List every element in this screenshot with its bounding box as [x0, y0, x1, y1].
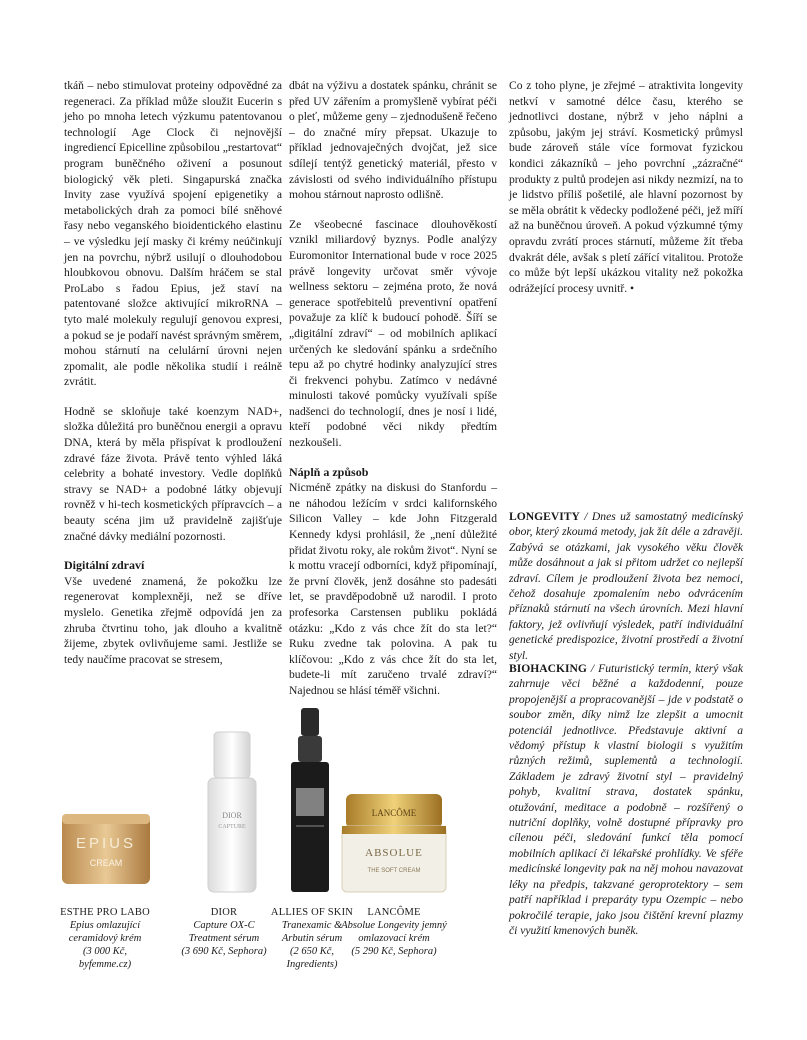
product-caption [59, 906, 151, 971]
product-brand: ESTHE PRO LABO [60, 907, 150, 918]
paragraph: Vše uvedené znamená, že pokožku lze regenerovat komplexněji, než se dříve myslelo. Genetika zřejmě odpovídá jen za zhruba čtvrtinu toho, jak dlouho a kvalitně žijeme, zbytek ovlivňujeme sami. Jestliže se tedy naučíme pracovat se stresem, [64, 574, 282, 666]
glossary-biohacking [509, 661, 743, 938]
jar-label: LANCÔME [371, 808, 417, 818]
paragraph: Nicméně zpátky na diskusi do Stanfordu – ne náhodou ležícím v srdci kalifornského Silicon Valley – kde John Fitzgerald Kennedy kdysi prohlásil, že „není důležité přidat životu roky, ale rokům život“. Nyní se k mottu vracejí odborníci, když připomínají, že první člověk, jenž dosáhne sto padesáti let, se pravděpodobně už narodil. I proto profesorka Carstensen publiku pokládá otázku: „Kdo z vás chce žít do sta let?“ Ruku zvedne tak polovina. A pak tu klíčovou: „Kdo z vás chce žít do sta let, budete-li mít zaručeno trvalé zdraví?“ Najednou se hlásí téměř všichni. [289, 481, 497, 697]
lancome-absolue-cream-jar-image [338, 790, 450, 898]
bottle-label: DIOR [222, 811, 242, 820]
glossary-definition: / Dnes už samostatný medicínský obor, který zkoumá metody, jak žít déle a zdravěji. Zabývá se otázkami, jak vysokého věku člověk může dosáhnout a jak si přitom udržet co nejlepší zdraví. Cílem je prodloužení života bez nemoci, čehož dosahuje zpomalením nebo odvrácením příznaků stárnutí na všech úrovních. Mezi hlavní faktory, jež ovlivňují výsledek, patří individuální genetické predispozice, životní prostředí a životní styl. [509, 510, 743, 662]
paragraph: dbát na výživu a dostatek spánku, chránit se před UV zářením a promyšleně vybírat péči o pleť, můžeme geny – zjednodušeně řečeno – do značné míry přepsat. Ukazuje to příklad jednovaječných dvojčat, jež sice sdílejí tentýž genetický materiál, přesto v závislosti od svého individuálního přístupu mohou stárnout naprosto odlišně. [289, 79, 497, 202]
glossary-definition: / Futuristický termín, který však zahrnuje věci běžné a každodenní, pouze propojenější a propracovanější – jde v podstatě o soubor změn, díky nimž lze zlepšit a umocnit potenciál jednotlivce. Představuje aktivní a vědomý přístup k vlastní biologii s využitím různých režimů, suplementů a technologií. Základem je zdravý životní styl – pravidelný pohyb, kvalitní strava, dostatek spánku, otužování, meditace a podobně – rozšířený o nutriční doplňky, volně dostupné přípravky pro cílenou péči, sledování funkcí těla pomocí mobilních aplikací či lékařské prohlídky. Ve sféře medicínské longevity pak na něj mohou navazovat léky na předpis, takzvané geroprotektory – sem patří například i preparáty typu Ozempic – nebo pokročilé terapie, jako jsou čištění krevní plazmy či využití kmenových buněk. [509, 662, 743, 937]
section-heading: Náplň a způsob [289, 464, 369, 479]
jar-label: THE SOFT CREAM [367, 868, 421, 874]
product-price: (2 650 Kč, Ingredients) [286, 946, 338, 970]
product-brand: DIOR [210, 907, 238, 918]
product-name: Tranexamic & Arbutin sérum [281, 920, 343, 944]
paragraph: Co z toho plyne, je zřejmé – atraktivita longevity netkví v samotné délce času, kterého se jednotlivci dostane, nýbrž v jeho náplni a způsobu, jakým jej stráví. Kosmetický průmysl bude zároveň stále více formovat fyzickou kondici zákazníků – jeho povrchní „zázračné“ produkty z pultů prodejen asi nikdy nezmizí, na to je lidstvo příliš pošetilé, ale hlavní pozornost by se měla obrátit k vědecky podložené péči, jež míří až na buněčnou úroveň. A pokud výzkumné týmy opravdu zvrátí proces stárnutí, můžeme žít třeba dvakrát déle, avšak s pletí zářící vitalitou. Protože co může být lepší ukázkou vitality než pokožka odrážející procesy uvnitř. • [509, 79, 743, 295]
section-heading: Digitální zdraví [64, 558, 145, 573]
product-name: Absolue Longevity jemný omlazovací krém [341, 920, 447, 944]
article-column-3 [509, 78, 743, 296]
product-caption [178, 906, 270, 958]
product-name: Capture OX-C Treatment sérum [188, 920, 260, 944]
product-name: Epius omlazující ceramidový krém [68, 920, 142, 944]
dior-serum-bottle-image [204, 730, 260, 896]
bottle-label: CAPTURE [218, 824, 246, 830]
paragraph: tkáň – nebo stimulovat proteiny odpovědné za regeneraci. Za příklad může sloužit Eucerin s jeho po mnoha letech výzkumu patentovanou technologií Age Clock či nejnovější ingrediencí Epicelline způsobilou „restartovat“ program buněčného oživení a posunout biologický věk pleti. Singapurská značka Invity zase využívá spojení epigenetiky a metabolických drah za pomoci bílé sněhové řasy nebo veganského bioidentického elastinu – ve výsledku její masky či krémy neúčinkují jen na povrchu, nýbrž usilují o dlouhodobou hloubkovou obnovu. Dalším hráčem se stal ProLabo s řadou Epius, jež staví na patentované složce aktivující mikroRNA – tyto malé molekuly regulují genovou expresi, a pokud se je podaří navést správným směrem, mohou stárnutí na celulární úrovni nejen zpomalit, ale podle několika studií i reálně zvrátit. [64, 79, 282, 389]
product-price: (3 690 Kč, Sephora) [181, 946, 267, 957]
paragraph: Ze všeobecné fascinace dlouhověkostí vznikl miliardový byznys. Podle analýzy Euromonitor International bude v roce 2025 právě longevity určovat směr vývoje wellness sektoru – zejména proto, že nová generace spotřebitelů preventivní opatření považuje za klíč k budoucí pohodě. Šíří se „digitální zdraví“ – od mobilních aplikací určených ke sledování spánku a srdečního tepu až po chytré hodinky analyzující stres či frekvenci pohybu. Zatímco v nedávné minulosti takové pomůcky využívali spíše nadšenci do technologií, dnes je nosí i lidé, kteří podobné věci nikdy předtím nezkoušeli. [289, 217, 497, 450]
jar-label: ABSOLUE [365, 847, 423, 859]
glossary-term: BIOHACKING [509, 662, 587, 675]
epius-cream-jar-image [58, 808, 154, 894]
article-column-1 [64, 78, 282, 667]
glossary-longevity [509, 509, 743, 663]
product-price: (5 290 Kč, Sephora) [351, 946, 437, 957]
article-column-2 [289, 78, 497, 699]
glossary-term: LONGEVITY [509, 510, 580, 523]
product-brand: ALLIES OF SKIN [270, 907, 354, 918]
paragraph: Hodně se skloňuje také koenzym NAD+, složka důležitá pro buněčnou energii a opravu DNA, která by měla přispívat k prodloužení zdravé fáze života. Právě tento výhled láká celebrity a bohaté investory. Vedle doplňků stravy se NAD+ a podobné látky objevují rovněž v hi-tech kosmetických přípravcích – a beauty scéna jim už pravidelně zajišťuje značné dávky mediální pozornosti. [64, 404, 282, 543]
jar-label: EPIUS [75, 835, 137, 852]
product-caption [340, 906, 448, 958]
allies-of-skin-serum-bottle-image [286, 706, 334, 896]
jar-label: CREAM [89, 858, 123, 868]
product-price: (3 000 Kč, byfemme.cz) [78, 946, 132, 970]
product-brand: LANCÔME [367, 907, 421, 918]
